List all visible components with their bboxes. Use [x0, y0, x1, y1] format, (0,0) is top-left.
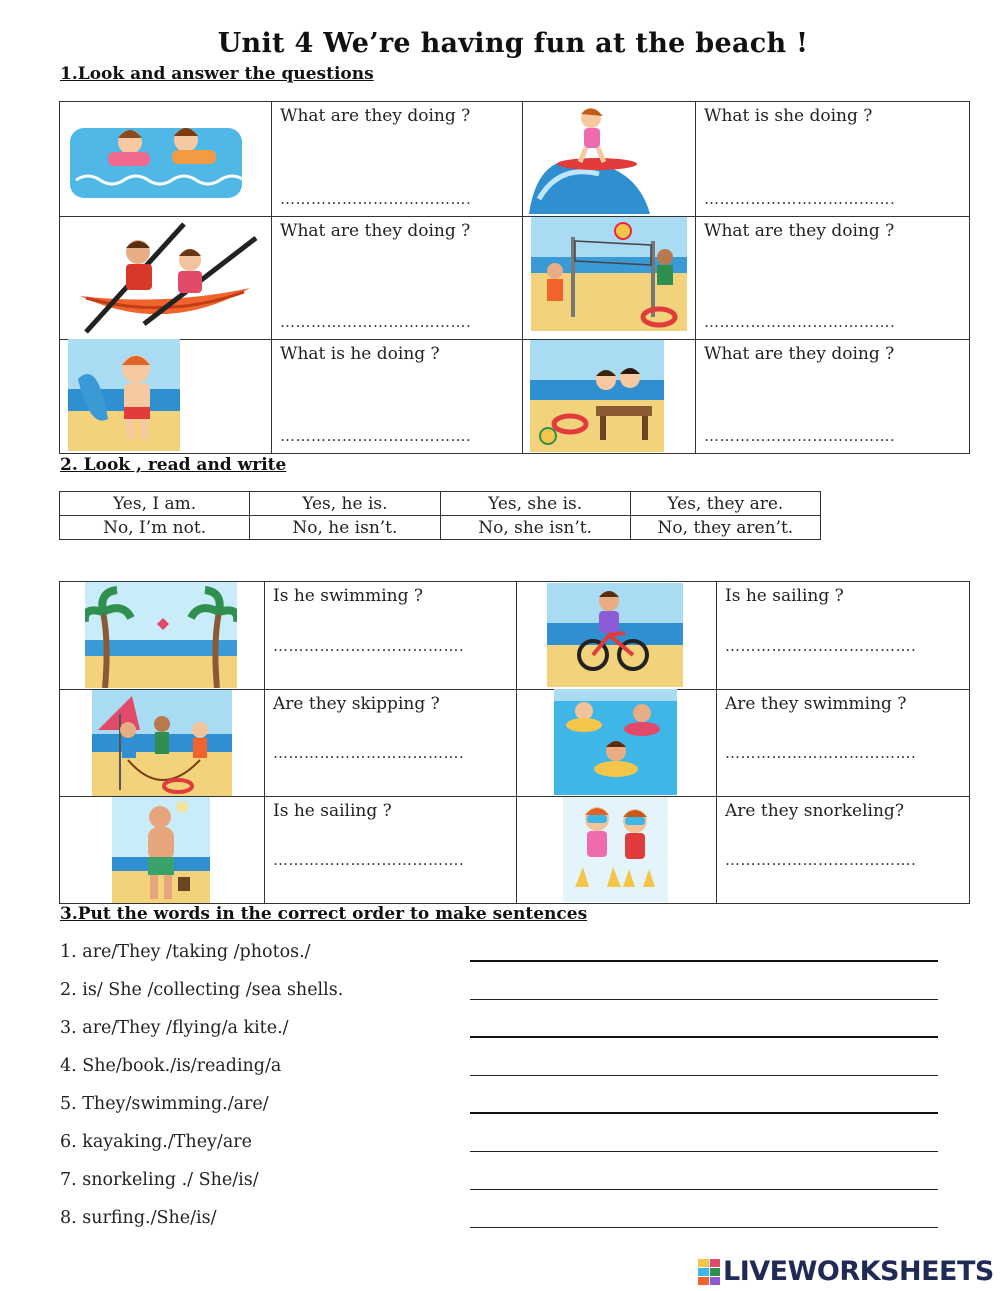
question-text: Are they snorkeling?: [725, 801, 904, 821]
order-item: 6. kayaking./They/are: [60, 1132, 252, 1152]
order-item: 4. She/book./is/reading/a: [60, 1056, 282, 1076]
question-cell: [272, 102, 523, 217]
question-cell: [696, 340, 970, 454]
brand-text: LIVEWORKSHEETS: [723, 1256, 994, 1287]
option-cell: Yes, I am.: [60, 492, 250, 516]
question-cell: [265, 582, 517, 690]
page-title: Unit 4 We’re having fun at the beach !: [217, 28, 809, 59]
question-text: What are they doing ?: [704, 344, 895, 364]
beach-palm-trees-image: [85, 582, 237, 688]
answer-line[interactable]: [470, 1054, 938, 1076]
option-cell: No, I’m not.: [60, 516, 250, 540]
boy-with-surfboard-image: [68, 339, 180, 451]
order-item: 1. are/They /taking /photos./: [60, 942, 311, 962]
order-item: 8. surfing./She/is/: [60, 1208, 217, 1228]
children-kayaking-image: [66, 216, 262, 336]
answer-line[interactable]: [470, 978, 938, 1000]
answer-line[interactable]: [470, 1130, 938, 1152]
answer-field[interactable]: ……………………………….: [704, 313, 896, 331]
question-text: Are they skipping ?: [273, 694, 440, 714]
children-snorkeling-image: [563, 797, 668, 902]
boy-cycling-image: [547, 583, 683, 687]
question-cell: [696, 102, 970, 217]
order-item: 2. is/ She /collecting /sea shells.: [60, 980, 344, 1000]
logo-mark-icon: [698, 1259, 720, 1285]
section-3-heading: 3.Put the words in the correct order to make sentences: [60, 904, 588, 924]
option-cell: No, he isn’t.: [250, 516, 440, 540]
answer-field[interactable]: ……………………………….: [273, 851, 465, 869]
children-at-picnic-table-image: [530, 340, 664, 452]
answer-field[interactable]: ……………………………….: [273, 637, 465, 655]
question-cell: [265, 797, 517, 904]
question-text: What is he doing ?: [280, 344, 440, 364]
liveworksheets-logo: [698, 1256, 994, 1287]
answer-line[interactable]: [470, 1168, 938, 1190]
question-text: What are they doing ?: [280, 106, 471, 126]
answer-field[interactable]: ……………………………….: [280, 427, 472, 445]
beach-volleyball-image: [531, 217, 687, 331]
question-text: What are they doing ?: [280, 221, 471, 241]
section-2-heading: 2. Look , read and write: [60, 455, 287, 475]
girl-surfing-image: [529, 104, 650, 214]
answer-field[interactable]: ……………………………….: [704, 190, 896, 208]
order-item: 7. snorkeling ./ She/is/: [60, 1170, 259, 1190]
question-cell: [272, 217, 523, 340]
answer-line[interactable]: [470, 1206, 938, 1228]
answer-options-table: [59, 491, 821, 540]
children-skipping-image: [92, 690, 232, 796]
man-eating-icecream-image: [112, 797, 210, 903]
question-cell: [717, 797, 970, 904]
option-cell: No, they aren’t.: [630, 516, 820, 540]
option-cell: Yes, he is.: [250, 492, 440, 516]
answer-line[interactable]: [470, 1092, 938, 1114]
answer-line[interactable]: [470, 940, 938, 962]
answer-line[interactable]: [470, 1016, 938, 1038]
option-cell: No, she isn’t.: [440, 516, 630, 540]
answer-field[interactable]: ……………………………….: [704, 427, 896, 445]
children-swimming-image: [68, 108, 244, 204]
question-cell: [696, 217, 970, 340]
answer-field[interactable]: ……………………………….: [725, 744, 917, 762]
children-swimming-rings-image: [554, 689, 677, 795]
answer-field[interactable]: ……………………………….: [725, 637, 917, 655]
option-cell: Yes, they are.: [630, 492, 820, 516]
question-cell: [717, 582, 970, 690]
question-cell: [717, 690, 970, 797]
order-item: 5. They/swimming./are/: [60, 1094, 269, 1114]
question-cell: [272, 340, 523, 454]
question-text: What is she doing ?: [704, 106, 873, 126]
answer-field[interactable]: ……………………………….: [280, 190, 472, 208]
option-cell: Yes, she is.: [440, 492, 630, 516]
question-text: What are they doing ?: [704, 221, 895, 241]
question-cell: [265, 690, 517, 797]
question-text: Is he sailing ?: [725, 586, 844, 606]
question-text: Is he swimming ?: [273, 586, 423, 606]
answer-field[interactable]: ……………………………….: [280, 313, 472, 331]
order-item: 3. are/They /flying/a kite./: [60, 1018, 289, 1038]
answer-field[interactable]: ……………………………….: [725, 851, 917, 869]
question-text: Are they swimming ?: [725, 694, 907, 714]
question-text: Is he sailing ?: [273, 801, 392, 821]
section-1-heading: 1.Look and answer the questions: [60, 64, 374, 84]
answer-field[interactable]: ……………………………….: [273, 744, 465, 762]
